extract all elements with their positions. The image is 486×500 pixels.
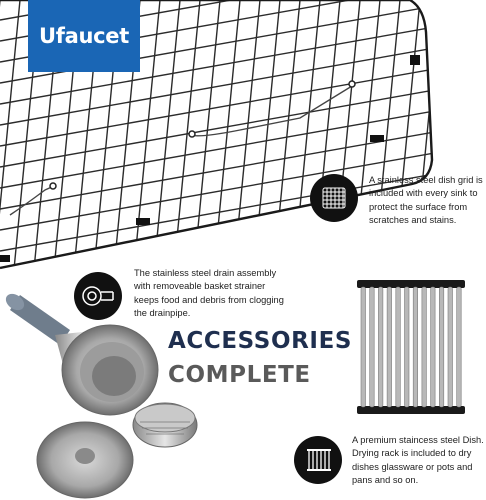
drying-rack-icon	[294, 436, 342, 484]
dish-grid-icon	[310, 174, 358, 222]
feature-dish-grid-text: A stainless steel dish grid is included with every sink to protect the surface from scratches and stains.	[369, 175, 483, 226]
headline-complete: COMPLETE	[168, 362, 311, 388]
drying-rack-image	[355, 278, 467, 418]
feature-drying-rack-text: A premium staincess steel Dish. Drying rack is included to dry dishes glassware or pots and pans and so on.	[352, 435, 484, 486]
brand-logo: Ufaucet	[28, 0, 140, 72]
drain-assembly-image	[0, 290, 230, 500]
headline-accessories: ACCESSORIES	[168, 328, 353, 354]
feature-drain-text: The stainless steel drain assembly with removeable basket strainer keeps food and debris from clogging the drainpipe.	[134, 268, 284, 319]
